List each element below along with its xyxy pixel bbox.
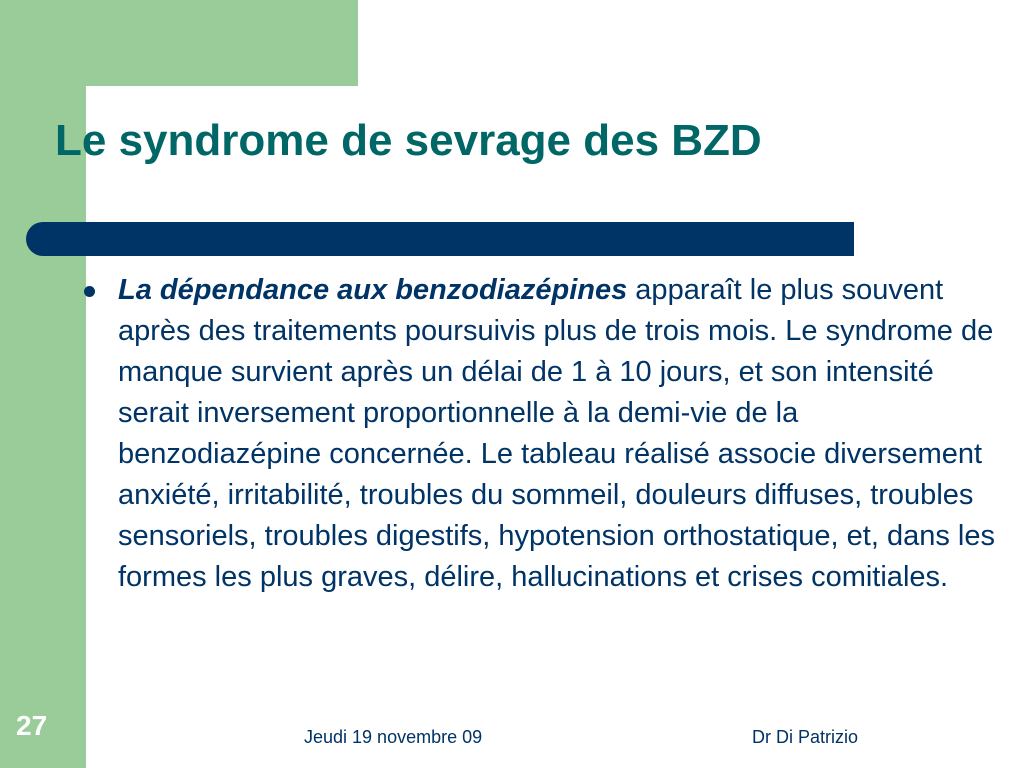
footer-author: Dr Di Patrizio bbox=[752, 727, 859, 747]
bullet-text: apparaît le plus souvent après des traitements poursuivis plus de trois mois. Le syndrome de manque survient après un délai de 1 à 10 jours, et son intensité serait inversement proportionnelle à la demi-vie de la benzodiazépine concernée. Le tableau réalisé associe diversement anxiété, irritabilité, troubles du sommeil, douleurs diffuses, troubles sensoriels, troubles digestifs, hypotension orthostatique, et, dans les formes les plus graves, délire, hallucinations et crises comitiales. bbox=[118, 274, 995, 593]
top-green-band bbox=[0, 0, 358, 86]
footer-date: Jeudi 19 novembre 09 bbox=[304, 727, 483, 747]
bullet-icon bbox=[84, 286, 95, 297]
slide-title: Le syndrome de sevrage des BZD bbox=[55, 116, 762, 165]
page-number: 27 bbox=[16, 710, 48, 741]
bullet-paragraph bbox=[118, 270, 998, 598]
title-underline-bar bbox=[26, 222, 854, 256]
bullet-lead: La dépendance aux benzodiazépines bbox=[118, 274, 628, 306]
